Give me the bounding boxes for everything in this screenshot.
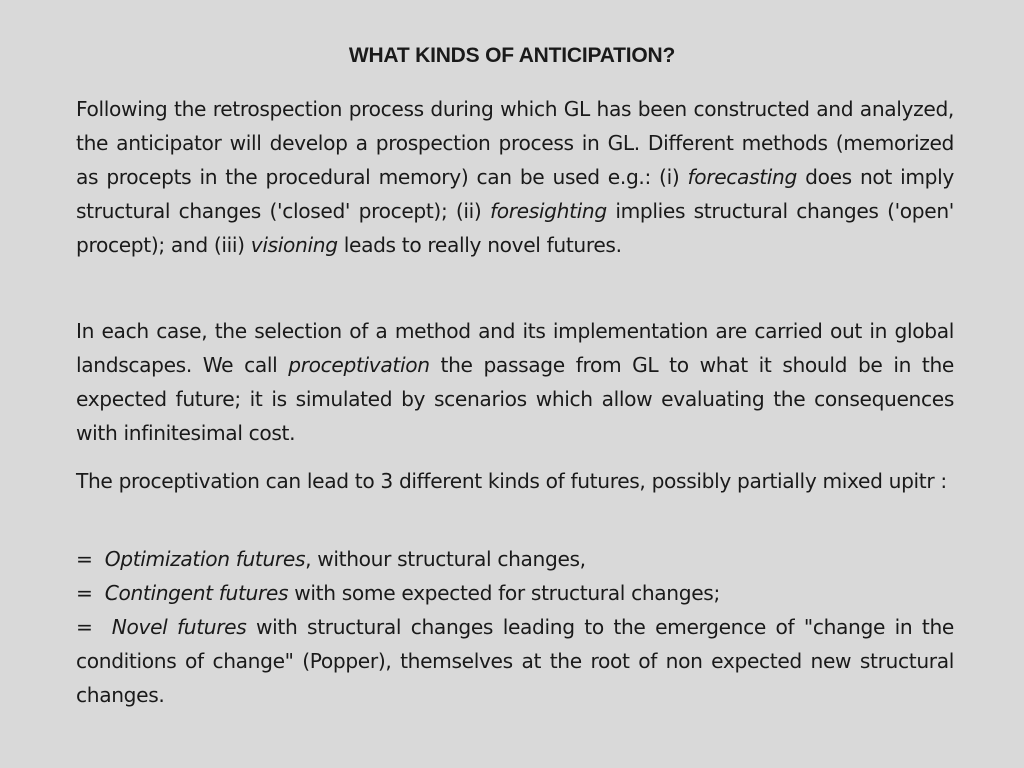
slide-title: WHAT KINDS OF ANTICIPATION?	[348, 44, 676, 67]
list-item-text: , withour structural changes,	[305, 547, 586, 571]
paragraph-text: the passage from GL to what it should be in the expected future; it is simulated by scenarios which allow evaluating the consequences with infinitesimal cost.	[76, 353, 954, 445]
paragraph-futures-intro: The proceptivation can lead to 3 different kinds of futures, possibly partially mixed upitr :	[76, 469, 947, 493]
term-proceptivation: proceptivation	[288, 353, 430, 377]
list-item-novel	[76, 610, 954, 712]
futures-list	[76, 542, 954, 712]
paragraph-methods	[76, 92, 954, 262]
list-bullet: =	[76, 547, 105, 571]
paragraph-proceptivation	[76, 314, 954, 450]
term-forecasting: forecasting	[687, 165, 797, 189]
paragraph-text: In each case, the selection of a method and its implementation are carried out in global landscapes. We call	[76, 319, 954, 377]
list-bullet: =	[76, 615, 112, 639]
term-optimization-futures: Optimization futures	[104, 547, 306, 571]
term-novel-futures: Novel futures	[111, 615, 247, 639]
paragraph-text: does not imply structural changes ('closed' procept); (ii)	[76, 165, 954, 223]
term-foresighting: foresighting	[489, 199, 607, 223]
term-contingent-futures: Contingent futures	[104, 581, 289, 605]
list-bullet: =	[76, 581, 105, 605]
list-item-optimization	[76, 542, 954, 576]
list-item-text: with structural changes leading to the emergence of "change in the conditions of change" (Popper), themselves at the root of non expected new structural changes.	[76, 615, 954, 707]
paragraph-text: Following the retrospection process during which GL has been constructed and analyzed, the anticipator will develop a prospection process in GL. Different methods (memorized as procepts in the procedural memory) can be used e.g.: (i)	[76, 97, 954, 189]
paragraph-text: leads to really novel futures.	[337, 233, 622, 257]
term-visioning: visioning	[250, 233, 338, 257]
list-item-text: with some expected for structural changes;	[288, 581, 720, 605]
list-item-contingent	[76, 576, 954, 610]
paragraph-text: implies structural changes ('open' procept); and (iii)	[76, 199, 954, 257]
